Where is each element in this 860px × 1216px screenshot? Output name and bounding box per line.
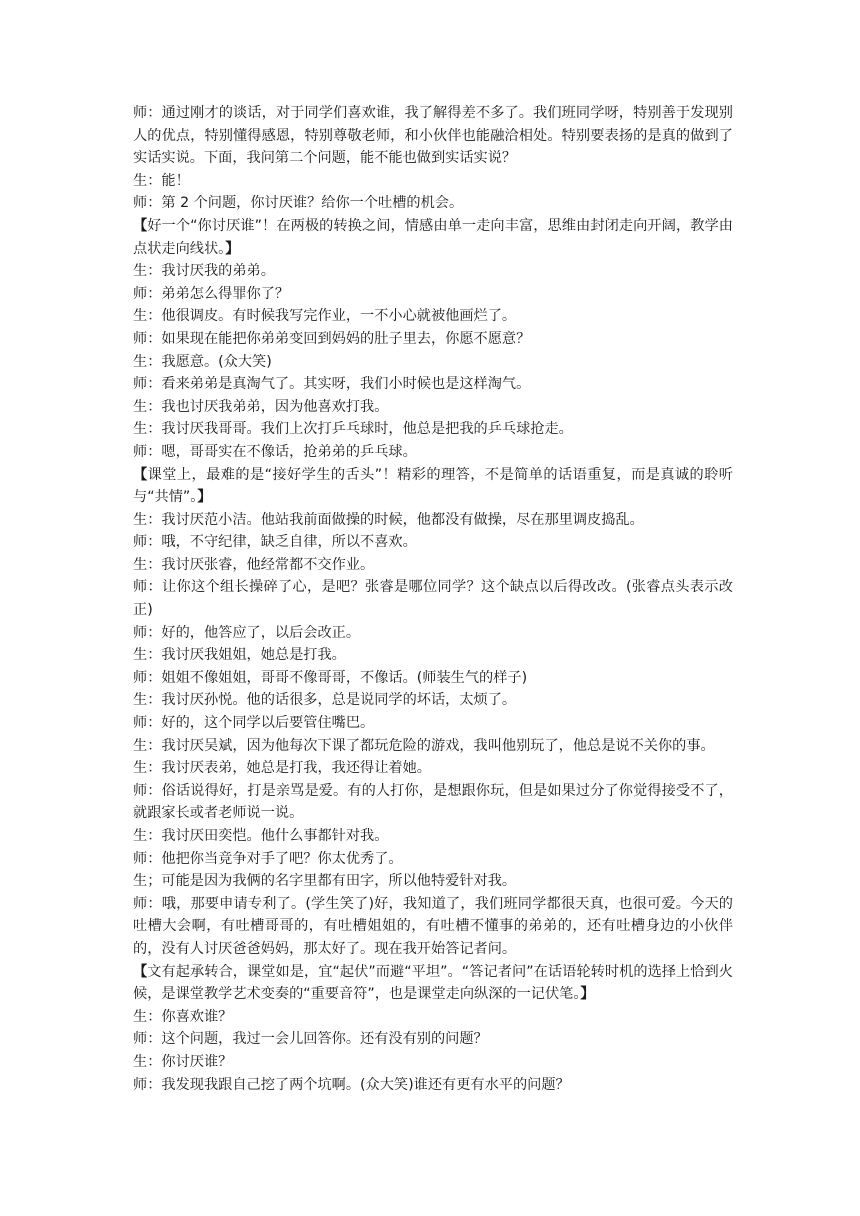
dialogue-line: 生：我讨厌我的弟弟。 [133, 263, 275, 280]
note-text: 好一个“你讨厌谁”！在两极的转换之间，情感由单一走向丰富，思维由封闭走向开阔，教学由点状走向线状。 [133, 217, 733, 257]
dialogue-line: 生：我愿意。(众大笑) [133, 353, 272, 370]
dialogue-line: 师：哦，不守纪律，缺乏自律，所以不喜欢。 [133, 534, 417, 551]
dialogue-line: 生：你喜欢谁？ [133, 1008, 233, 1025]
dialogue-line: 师：让你这个组长操碎了心，是吧？张睿是哪位同学？这个缺点以后得改改。(张睿点头表示改正) [133, 579, 733, 619]
dialogue-line: 师：姐姐不像姐姐，哥哥不像哥哥，不像话。(师装生气的样子) [133, 669, 528, 686]
dialogue-line: 师：俗话说得好，打是亲骂是爱。有的人打你，是想跟你玩，但是如果过分了你觉得接受不了，就跟家长或者老师说一说。 [133, 782, 733, 822]
note-bracket-close: 】 [580, 986, 595, 1003]
dialogue-line: 师：看来弟弟是真淘气了。其实呀，我们小时候也是这样淘气。 [133, 376, 531, 393]
dialogue-line: 师：第 2 个问题，你讨厌谁？给你一个吐槽的机会。 [133, 195, 464, 212]
dialogue-line: 生：我讨厌田奕恺。他什么事都针对我。 [133, 828, 389, 844]
dialogue-line: 生：能！ [133, 172, 190, 189]
dialogue-line: 生：他很调皮。有时候我写完作业，一不小心就被他画烂了。 [133, 308, 517, 325]
dialogue-line: 师：这个问题，我过一会儿回答你。还有没有别的问题？ [133, 1031, 488, 1048]
dialogue-line: 生：我讨厌我哥哥。我们上次打乒乓球时，他总是把我的乒乓球抢走。 [133, 421, 573, 438]
dialogue-line: 师：弟弟怎么得罪你了？ [133, 285, 290, 302]
note-bracket-close: 】 [197, 489, 212, 506]
document-body [133, 102, 733, 1096]
dialogue-line: 师：嗯，哥哥实在不像话，抢弟弟的乒乓球。 [133, 443, 417, 460]
dialogue-line: 生：我也讨厌我弟弟，因为他喜欢打我。 [133, 398, 389, 415]
dialogue-line: 生：我讨厌张睿，他经常都不交作业。 [133, 556, 375, 573]
dialogue-line: 师：他把你当竞争对手了吧？你太优秀了。 [133, 850, 403, 867]
note-bracket-open: 【 [133, 466, 148, 483]
dialogue-line: 师：我发现我跟自己挖了两个坑啊。(众大笑)谁还有更有水平的问题？ [133, 1076, 570, 1093]
dialogue-line: 生；可能是因为我俩的名字里都有田字，所以他特爱针对我。 [133, 873, 517, 890]
commentary-note [133, 961, 733, 1006]
dialogue-line: 师：好的，这个同学以后要管住嘴巴。 [133, 715, 375, 732]
note-text: 课堂上，最难的是“接好学生的舌头”！精彩的理答，不是简单的话语重复，而是真诚的聆听与“共情”。 [133, 466, 733, 506]
dialogue-line: 生：我讨厌表弟，她总是打我，我还得让着她。 [133, 760, 431, 777]
dialogue-line: 生：你讨厌谁？ [133, 1053, 233, 1070]
commentary-note [133, 215, 733, 260]
dialogue-line: 生：我讨厌我姐姐，她总是打我。 [133, 647, 346, 664]
note-bracket-close: 】 [225, 240, 240, 257]
dialogue-line: 生：我讨厌孙悦。他的话很多，总是说同学的坏话，太烦了。 [133, 692, 517, 709]
note-bracket-open: 【 [133, 963, 148, 980]
dialogue-line: 师：哦，那要申请专利了。(学生笑了)好，我知道了，我们班同学都很天真，也很可爱。今天的吐槽大会啊，有吐槽哥哥的，有吐槽姐姐的，有吐槽不懂事的弟弟的，还有吐槽身边的小伙伴的，没有人讨厌爸爸妈妈，那太好了。现在我开始答记者问。 [133, 895, 733, 957]
dialogue-line: 生：我讨厌吴斌，因为他每次下课了都玩危险的游戏，我叫他别玩了，他总是说不关你的事。 [133, 737, 715, 754]
dialogue-line: 师：如果现在能把你弟弟变回到妈妈的肚子里去，你愿不愿意？ [133, 330, 531, 347]
dialogue-line: 师：好的，他答应了，以后会改正。 [133, 624, 361, 641]
dialogue-line: 生：我讨厌范小洁。他站我前面做操的时候，他都没有做操，尽在那里调皮捣乱。 [133, 511, 644, 528]
note-text: 文有起承转合，课堂如是，宜“起伏”而避“平坦”。“答记者问”在话语轮转时机的选择上恰到火候，是课堂教学艺术变奏的“重要音符”，也是课堂走向纵深的一记伏笔。 [133, 963, 733, 1003]
dialogue-line: 师：通过刚才的谈话，对于同学们喜欢谁，我了解得差不多了。我们班同学呀，特别善于发现别人的优点，特别懂得感恩，特别尊敬老师，和小伙伴也能融洽相处。特别要表扬的是真的做到了实话实说。下面，我问第二个问题，能不能也做到实话实说？ [133, 105, 733, 167]
note-bracket-open: 【 [133, 217, 148, 234]
commentary-note [133, 464, 733, 509]
